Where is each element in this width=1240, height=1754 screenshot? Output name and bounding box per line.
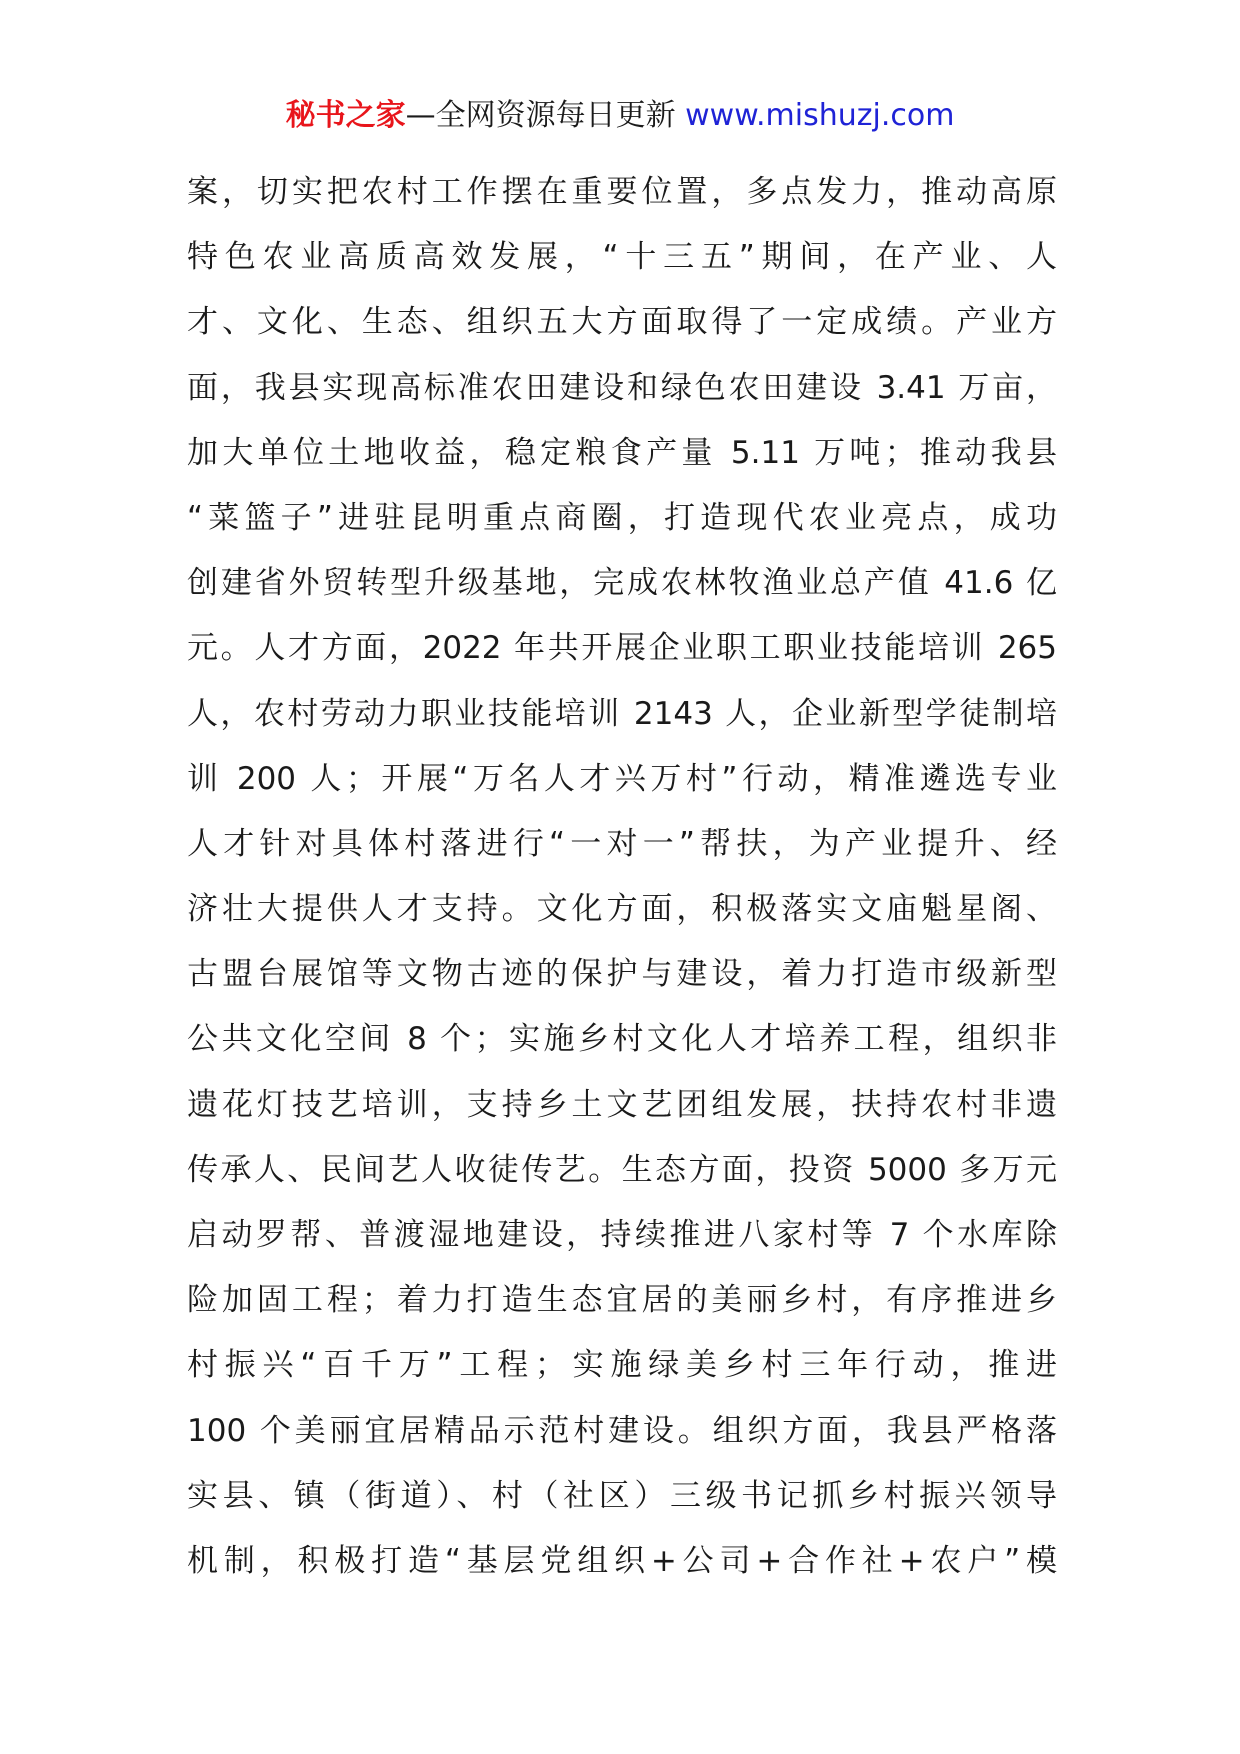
text-line: “菜篮子”进驻昆明重点商圈，打造现代农业亮点，成功 bbox=[187, 499, 1057, 536]
text-line: 人，农村劳动力职业技能培训 2143 人，企业新型学徒制培 bbox=[187, 695, 1057, 732]
text-line: 险加固工程；着力打造生态宜居的美丽乡村，有序推进乡 bbox=[187, 1282, 1057, 1319]
site-url-link[interactable]: www.mishuzj.com bbox=[685, 98, 955, 133]
document-body bbox=[187, 160, 1057, 1594]
text-line: 人才针对具体村落进行“一对一”帮扶，为产业提升、经 bbox=[187, 825, 1057, 862]
text-line: 才、文化、生态、组织五大方面取得了一定成绩。产业方 bbox=[187, 304, 1057, 341]
text-line: 村振兴“百千万”工程；实施绿美乡村三年行动，推进 bbox=[187, 1347, 1057, 1384]
site-brand: 秘书之家 bbox=[285, 98, 406, 133]
site-header bbox=[0, 96, 1240, 136]
text-line: 创建省外贸转型升级基地，完成农林牧渔业总产值 41.6 亿 bbox=[187, 565, 1057, 602]
text-line: 实县、镇（街道）、村（社区）三级书记抓乡村振兴领导 bbox=[187, 1477, 1057, 1514]
text-line: 案，切实把农村工作摆在重要位置，多点发力，推动高原 bbox=[187, 174, 1057, 210]
text-line: 公共文化空间 8 个；实施乡村文化人才培养工程，组织非 bbox=[187, 1021, 1057, 1058]
text-line: 济壮大提供人才支持。文化方面，积极落实文庙魁星阁、 bbox=[187, 891, 1057, 928]
text-line: 面，我县实现高标准农田建设和绿色农田建设 3.41 万亩， bbox=[187, 369, 1057, 406]
text-line: 加大单位土地收益，稳定粮食产量 5.11 万吨；推动我县 bbox=[187, 434, 1057, 471]
text-line: 遗花灯技艺培训，支持乡土文艺团组发展，扶持农村非遗 bbox=[187, 1086, 1057, 1123]
text-line: 机制，积极打造“基层党组织+公司+合作社+农户”模 bbox=[187, 1542, 1057, 1579]
text-line: 元。人才方面，2022 年共开展企业职工职业技能培训 265 bbox=[187, 630, 1057, 667]
text-line: 启动罗帮、普渡湿地建设，持续推进八家村等 7 个水库除 bbox=[187, 1217, 1057, 1253]
text-line: 100 个美丽宜居精品示范村建设。组织方面，我县严格落 bbox=[187, 1412, 1057, 1449]
site-tagline: —全网资源每日更新 bbox=[405, 98, 686, 133]
text-line: 古盟台展馆等文物古迹的保护与建设，着力打造市级新型 bbox=[187, 956, 1057, 993]
text-line: 训 200 人；开展“万名人才兴万村”行动，精准遴选专业 bbox=[187, 760, 1057, 797]
text-line: 传承人、民间艺人收徒传艺。生态方面，投资 5000 多万元 bbox=[187, 1151, 1057, 1188]
text-line: 特色农业高质高效发展，“十三五”期间，在产业、人 bbox=[187, 239, 1057, 276]
